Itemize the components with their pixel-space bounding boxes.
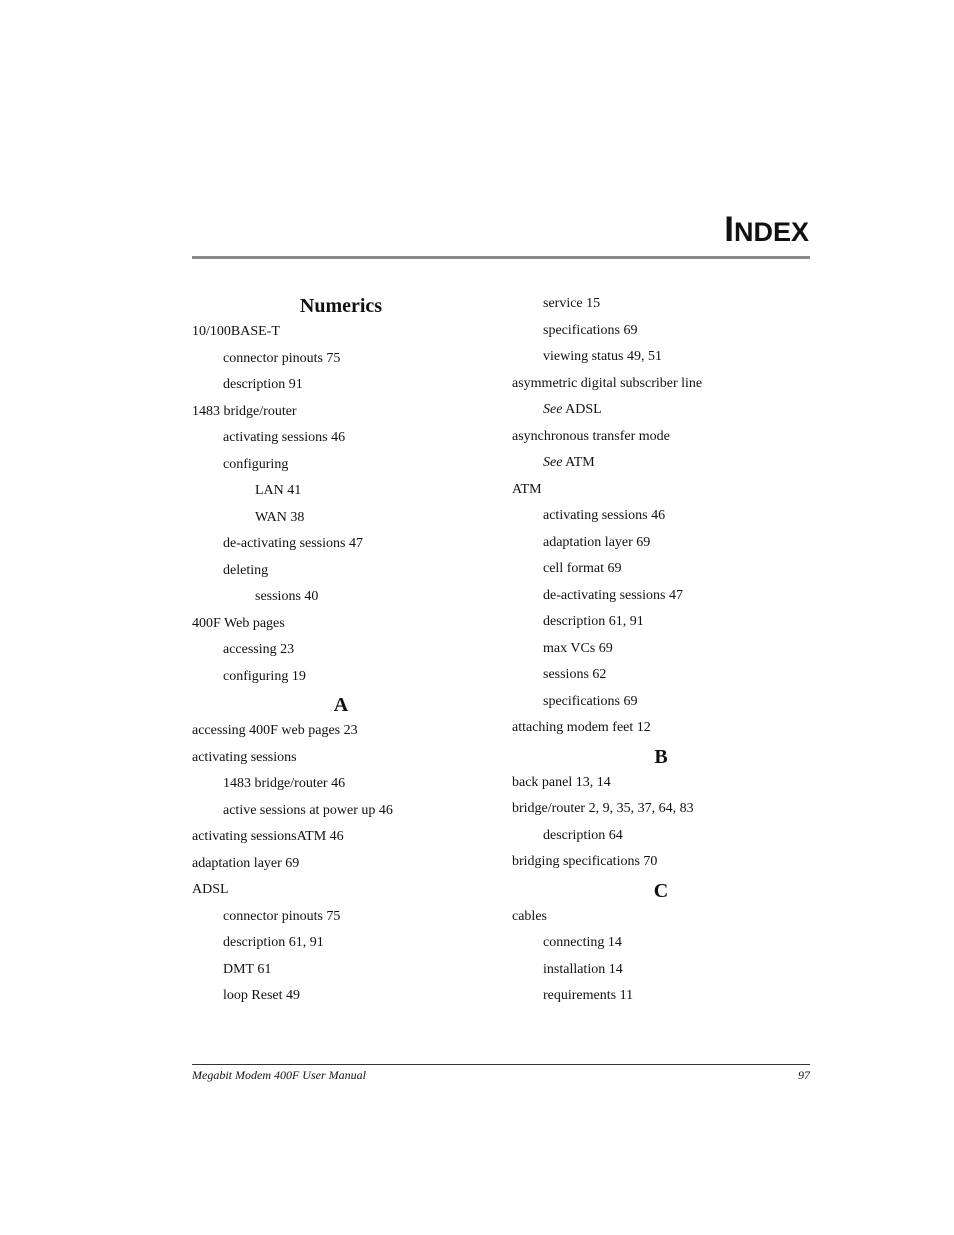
index-entry: 400F Web pages (192, 615, 285, 631)
index-entry: WAN 38 (255, 509, 305, 525)
footer-manual-title: Megabit Modem 400F User Manual (192, 1068, 366, 1082)
index-entry: ATM (512, 481, 542, 497)
index-entry: installation 14 (543, 961, 623, 977)
index-entry: 10/100BASE-T (192, 324, 280, 339)
index-entry: activating sessions 46 (543, 508, 666, 523)
page-title-rest: NDEX (733, 217, 809, 247)
see-reference: See (543, 455, 563, 470)
footer-divider (192, 1064, 810, 1065)
index-entry: back panel 13, 14 (512, 774, 611, 790)
page-title-initial: I (724, 210, 734, 249)
index-entry: adaptation layer 69 (543, 534, 651, 550)
index-entry: asynchronous transfer mode (512, 428, 670, 444)
index-entry: loop Reset 49 (223, 988, 300, 1003)
index-entry: DMT 61 (223, 961, 272, 977)
index-entry (512, 450, 812, 477)
index-entry: cables (512, 908, 547, 924)
index-entry: activating sessions (192, 749, 297, 765)
index-entry: viewing status 49, 51 (543, 349, 662, 364)
index-entry: activating sessions 46 (223, 430, 346, 445)
index-entry: sessions 40 (255, 589, 319, 604)
index-entry: service 15 (543, 296, 601, 311)
index-entry: cell format 69 (543, 561, 622, 576)
footer-page-number: 97 (798, 1068, 810, 1082)
index-entry: description 61, 91 (543, 614, 644, 629)
index-entry: connector pinouts 75 (223, 350, 341, 366)
index-entry: 1483 bridge/router (192, 403, 297, 419)
index-column-right (512, 291, 812, 1010)
see-target: ATM (562, 455, 595, 470)
index-entry: active sessions at power up 46 (223, 802, 393, 818)
index-entry: 1483 bridge/router 46 (223, 776, 346, 791)
index-entry: max VCs 69 (543, 640, 613, 656)
index-section-heading: A (333, 694, 349, 716)
index-column-left (192, 291, 492, 1010)
index-entry: bridge/router 2, 9, 35, 37, 64, 83 (512, 801, 694, 816)
index-entry: requirements 11 (543, 988, 634, 1003)
index-entry: description 91 (223, 377, 303, 392)
title-divider (192, 256, 810, 259)
index-entry: description 64 (543, 827, 623, 843)
index-entry: ADSL (192, 882, 229, 897)
page-title (724, 210, 809, 257)
index-entry: accessing 400F web pages 23 (192, 723, 358, 738)
index-section-heading: B (654, 745, 668, 768)
index-entry: specifications 69 (543, 693, 638, 709)
index-entry: adaptation layer 69 (192, 855, 300, 871)
index-entry: asymmetric digital subscriber line (512, 375, 703, 391)
index-entry: connecting 14 (543, 935, 622, 950)
index-entry: configuring (223, 456, 289, 472)
index-entry: sessions 62 (543, 667, 607, 682)
index-section-heading: Numerics (299, 295, 383, 317)
index-entry: bridging specifications 70 (512, 854, 658, 869)
index-entry: de-activating sessions 47 (543, 587, 683, 603)
index-entry: accessing 23 (223, 642, 295, 657)
see-target: ADSL (562, 402, 602, 417)
index-entry (512, 397, 812, 424)
index-entry: LAN 41 (255, 483, 302, 498)
index-section-heading: C (653, 879, 669, 902)
index-entry: specifications 69 (543, 322, 638, 338)
index-entry: attaching modem feet 12 (512, 720, 651, 735)
index-entry: de-activating sessions 47 (223, 536, 363, 551)
index-entry: deleting (223, 562, 269, 578)
see-reference: See (543, 402, 563, 417)
index-entry: activating sessionsATM 46 (192, 829, 344, 844)
index-entry: connector pinouts 75 (223, 908, 341, 924)
index-entry: configuring 19 (223, 668, 306, 684)
index-entry: description 61, 91 (223, 935, 324, 950)
